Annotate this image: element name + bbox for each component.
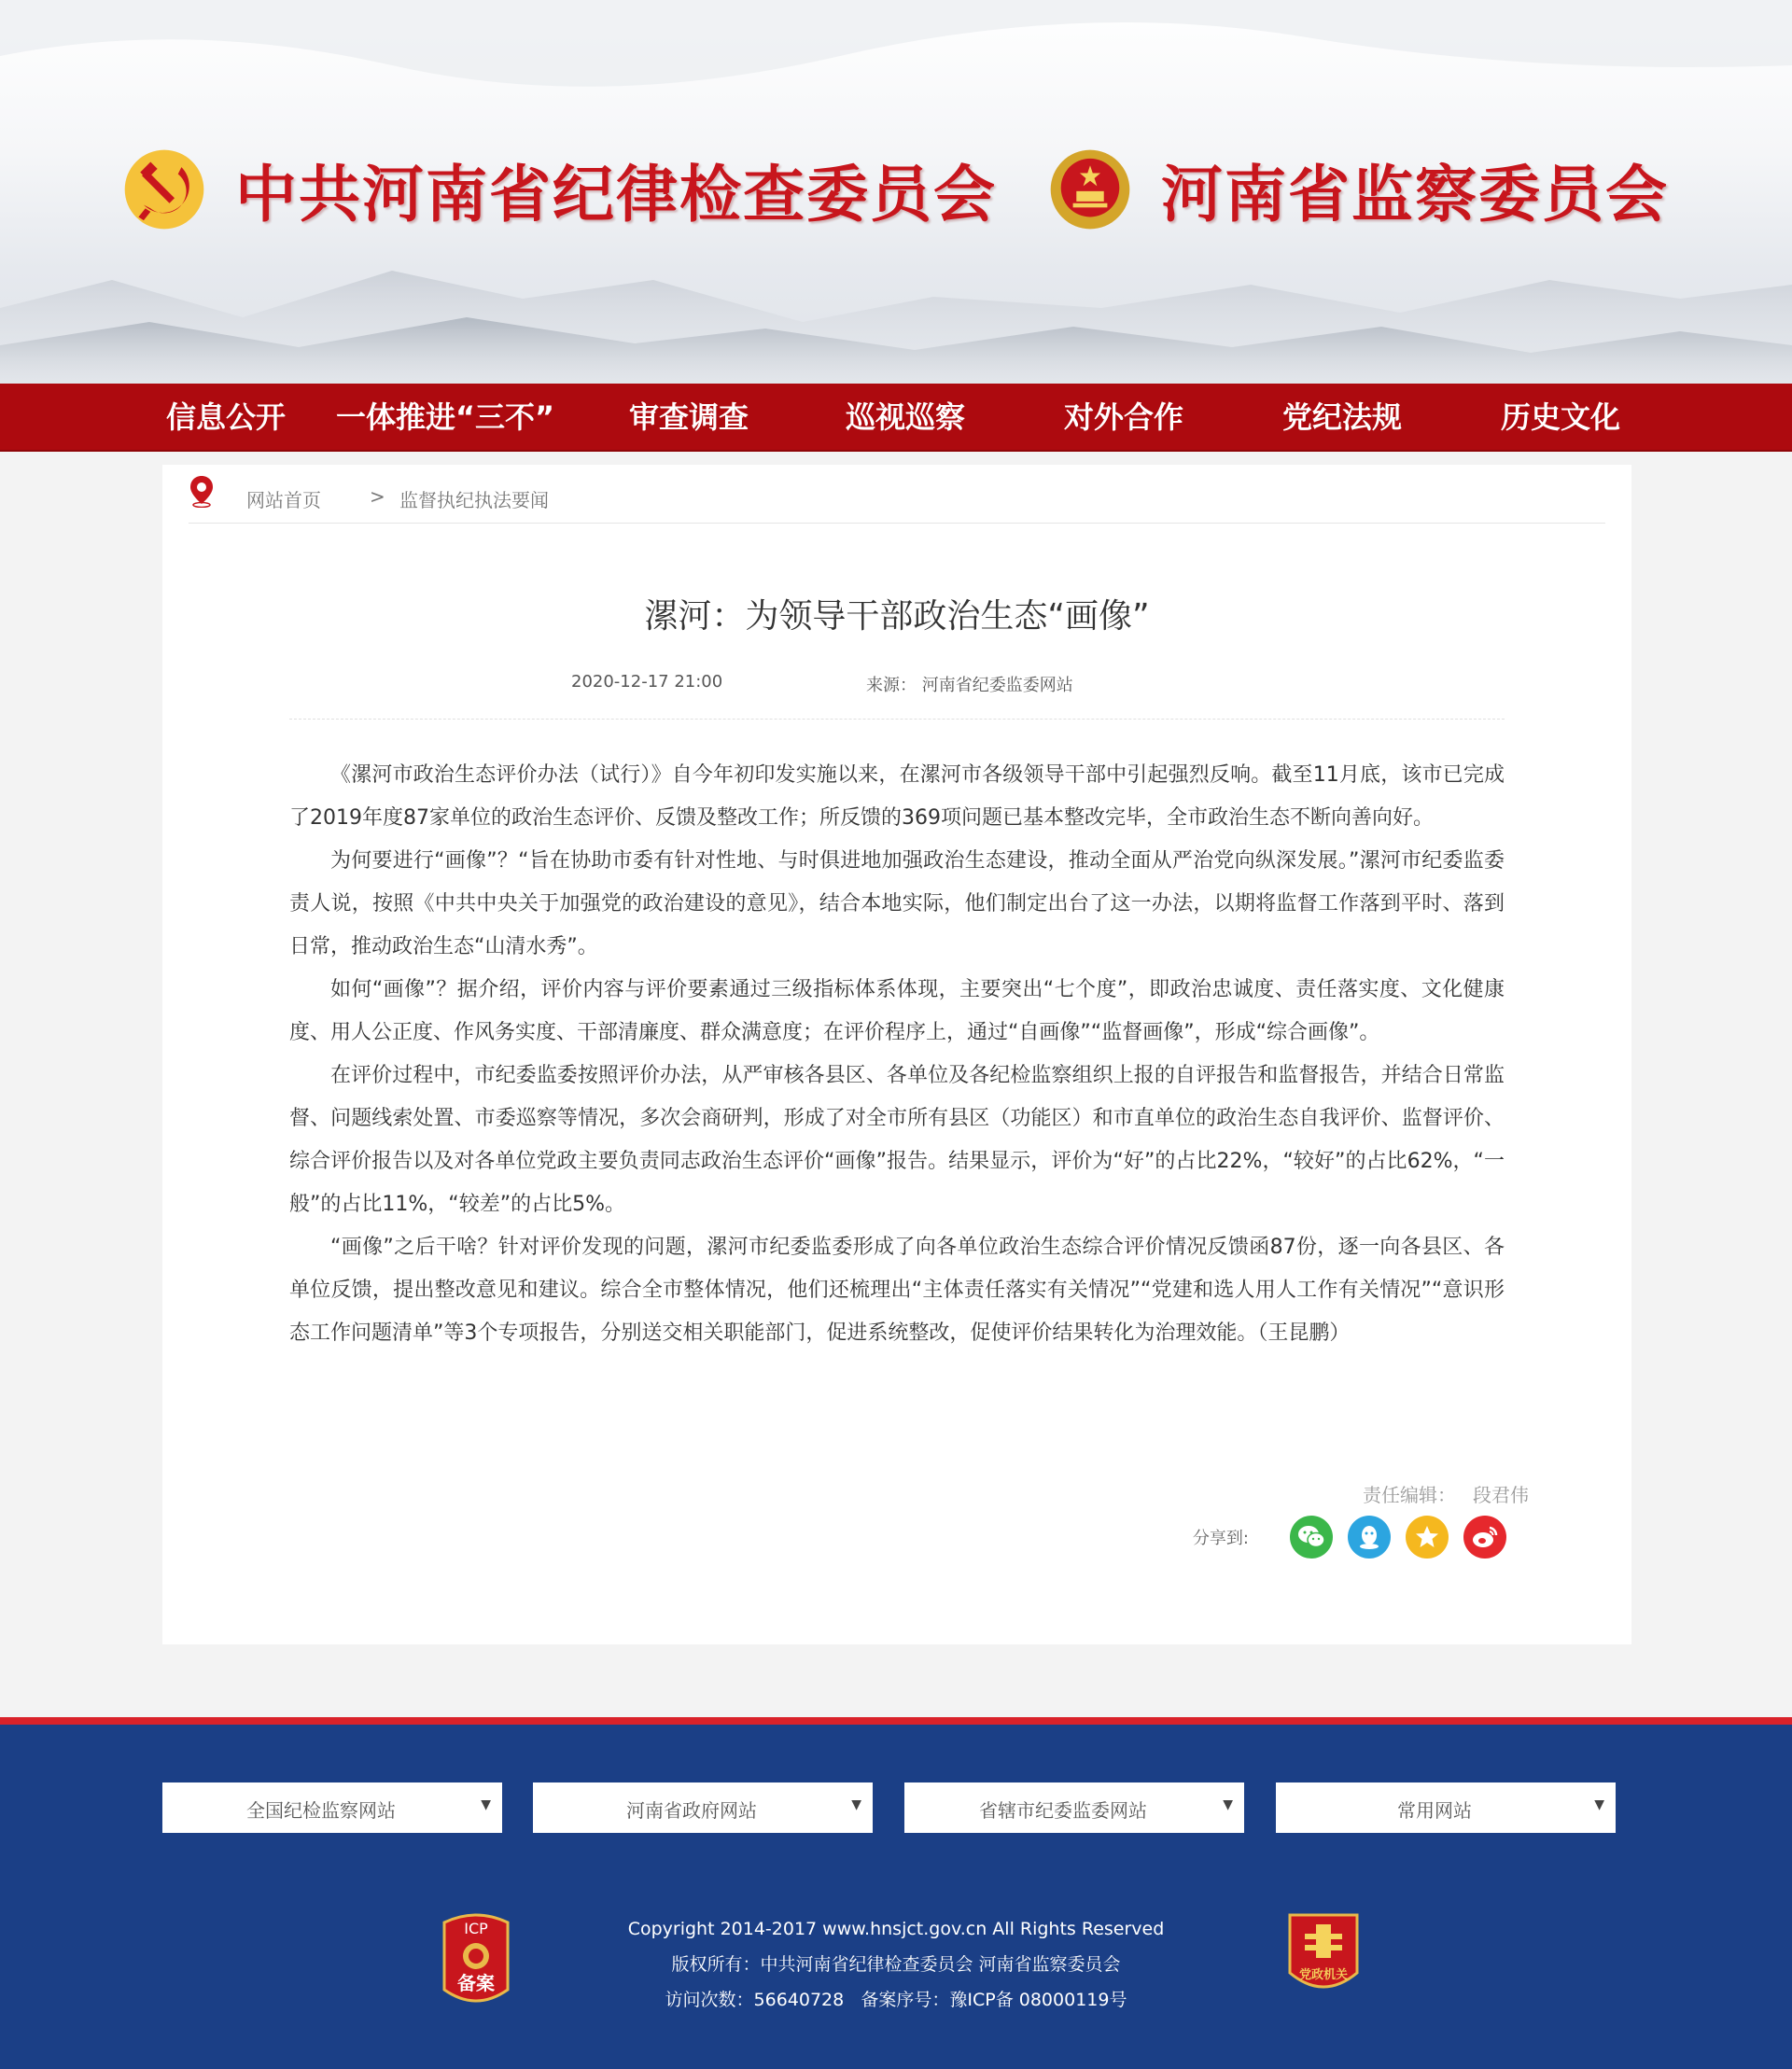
select-label: 常用网站 xyxy=(1397,1799,1472,1822)
article-date: 2020-12-17 21:00 xyxy=(571,672,723,692)
nav-item-external-cooperation[interactable]: 对外合作 xyxy=(1064,399,1184,435)
icp-badge-bottom-text: 备案 xyxy=(457,1972,495,1994)
nav-item-party-regulations[interactable]: 党纪法规 xyxy=(1282,399,1403,435)
article-paragraph: 为何要进行“画像”？“旨在协助市委有针对性地、与时俱进地加强政治生态建设，推动全面从严治党向纵深发展。”漯河市纪委监委责人说，按照《中共中央关于加强党的政治建设的意见》，结合本地实际，他们制定出台了这一办法，以期将监督工作落到平时、落到日常，推动政治生态“山清水秀”。 xyxy=(289,849,1505,958)
chevron-down-icon: ▼ xyxy=(1223,1797,1233,1812)
editor-label: 责任编辑： xyxy=(1363,1484,1456,1506)
share-label: 分享到: xyxy=(1192,1529,1249,1548)
article-body xyxy=(289,754,1505,1355)
breadcrumb-separator: > xyxy=(370,485,385,508)
party-government-badge-icon[interactable] xyxy=(1284,1908,1363,2001)
article-paragraph: 《漯河市政治生态评价办法（试行）》自今年初印发实施以来，在漯河市各级领导干部中引起强烈反响。截至11月底，该市已完成了2019年度87家单位的政治生态评价、反馈及整改工作；所反馈的369项问题已基本整改完毕，全市政治生态不断向善向好。 xyxy=(289,763,1505,830)
national-emblem-icon xyxy=(1047,147,1133,232)
header-banner xyxy=(0,0,1792,384)
meta-divider xyxy=(289,719,1505,720)
select-label: 河南省政府网站 xyxy=(626,1799,757,1822)
cpc-commission-logo xyxy=(121,145,997,233)
article-title: 漯河：为领导干部政治生态“画像” xyxy=(644,597,1150,636)
party-badge-text: 党政机关 xyxy=(1298,1968,1349,1982)
hammer-sickle-icon xyxy=(121,147,207,232)
qzone-icon[interactable] xyxy=(1406,1516,1449,1559)
article-paragraph: 如何“画像”？据介绍，评价内容与评价要素通过三级指标体系体现，主要突出“七个度”，即政治忠诚度、责任落实度、文化健康度、用人公正度、作风务实度、干部清廉度、群众满意度；在评价程序上，通过“自画像”“监督画像”，形成“综合画像”。 xyxy=(289,978,1505,1044)
weibo-icon[interactable] xyxy=(1463,1516,1506,1559)
nav-item-investigation[interactable]: 审查调查 xyxy=(629,399,749,435)
icp-number[interactable]: 豫ICP备 08000119号 xyxy=(949,1990,1127,2010)
nav-item-three-nots[interactable]: 一体推进“三不” xyxy=(336,399,555,435)
org-title-right: 河南省监察委员会 xyxy=(1161,158,1669,231)
footer-stripe xyxy=(0,1717,1792,1725)
chevron-down-icon: ▼ xyxy=(1594,1797,1604,1812)
footer-info xyxy=(0,1911,1792,2018)
wechat-icon[interactable] xyxy=(1290,1516,1333,1559)
footer-owner: 版权所有：中共河南省纪律检查委员会 河南省监察委员会 xyxy=(671,1954,1121,1975)
select-national-sites[interactable] xyxy=(162,1782,502,1833)
location-pin-icon xyxy=(189,474,215,508)
select-common-sites[interactable] xyxy=(1276,1782,1616,1833)
main-nav xyxy=(0,384,1792,452)
chevron-down-icon: ▼ xyxy=(481,1797,491,1812)
select-label: 全国纪检监察网站 xyxy=(246,1799,396,1822)
org-title-left: 中共河南省纪律检查委员会 xyxy=(235,158,997,231)
share-bar xyxy=(1193,1516,1506,1559)
footer xyxy=(0,1725,1792,2069)
footer-copyright: Copyright 2014-2017 www.hnsjct.gov.cn All Rights Reserved xyxy=(627,1919,1165,1939)
nav-item-info-disclosure[interactable]: 信息公开 xyxy=(166,399,287,435)
nav-item-history-culture[interactable]: 历史文化 xyxy=(1501,399,1621,435)
visits-count: 56640728 xyxy=(753,1990,845,2010)
visits-label: 访问次数： xyxy=(665,1990,754,2010)
supervisory-commission-logo xyxy=(1047,145,1669,233)
editor-name: 段君伟 xyxy=(1473,1484,1529,1506)
footer-stats xyxy=(0,1982,1792,2018)
select-provincial-government-sites[interactable] xyxy=(533,1782,873,1833)
select-city-commission-sites[interactable] xyxy=(904,1782,1244,1833)
breadcrumb-home-link[interactable]: 网站首页 xyxy=(246,489,321,511)
article-source: 来源： 河南省纪委监委网站 xyxy=(866,676,1073,695)
select-label: 省辖市纪委监委网站 xyxy=(979,1799,1147,1822)
breadcrumb xyxy=(189,474,1605,524)
icp-badge-top-text: ICP xyxy=(464,1920,488,1937)
responsible-editor xyxy=(1363,1480,1529,1507)
nav-item-inspection[interactable]: 巡视巡察 xyxy=(846,399,966,435)
breadcrumb-current-link[interactable]: 监督执纪执法要闻 xyxy=(399,489,549,511)
chevron-down-icon: ▼ xyxy=(851,1797,861,1812)
article-paragraph: 在评价过程中，市纪委监委按照评价办法，从严审核各县区、各单位及各纪检监察组织上报的自评报告和监督报告，并结合日常监督、问题线索处置、市委巡察等情况，多次会商研判，形成了对全市所有县区（功能区）和市直单位的政治生态自我评价、监督评价、综合评价报告以及对各单位党政主要负责同志政治生态评价“画像”报告。结果显示，评价为“好”的占比22%，“较好”的占比62%，“一般”的占比11%，“较差”的占比5%。 xyxy=(289,1064,1505,1216)
qq-icon[interactable] xyxy=(1348,1516,1391,1559)
article-card xyxy=(162,465,1631,1644)
icp-label: 备案序号： xyxy=(861,1990,950,2010)
article-paragraph: “画像”之后干啥？针对评价发现的问题，漯河市纪委监委形成了向各单位政治生态综合评价情况反馈函87份，逐一向各县区、各单位反馈，提出整改意见和建议。综合全市整体情况，他们还梳理出“主体责任落实有关情况”“党建和选人用人工作有关情况”“意识形态工作问题清单”等3个专项报告，分别送交相关职能部门，促进系统整改，促使评价结果转化为治理效能。（王昆鹏） xyxy=(289,1236,1505,1345)
